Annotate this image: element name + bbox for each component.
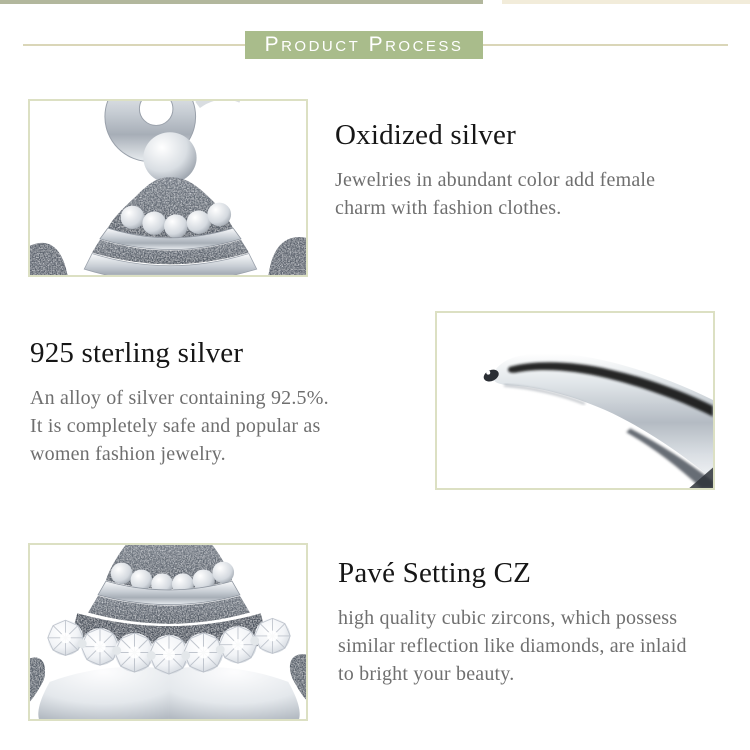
pave-setting-cz-text bbox=[338, 556, 748, 688]
section-body-line: similar reflection like diamonds, are inlaid bbox=[338, 635, 687, 657]
silver-tip-illustration bbox=[437, 313, 713, 488]
section-body-line: high quality cubic zircons, which possess bbox=[338, 607, 678, 629]
section-body-line: to bright your beauty. bbox=[338, 663, 515, 685]
section-heading: Oxidized silver bbox=[335, 119, 516, 151]
section-body-line: Jewelries in abundant color add female bbox=[335, 169, 656, 191]
section-body-line: An alloy of silver containing 92.5%. bbox=[30, 387, 329, 409]
section-body-line: women fashion jewelry. bbox=[30, 443, 226, 465]
sterling-silver-photo bbox=[435, 311, 715, 490]
section-body-line: It is completely safe and popular as bbox=[30, 415, 321, 437]
section-body bbox=[335, 166, 740, 222]
top-accent-line-right bbox=[502, 0, 750, 4]
sterling-silver-text bbox=[30, 336, 435, 468]
page-title: Product Process bbox=[264, 33, 464, 56]
oxidized-silver-photo bbox=[28, 99, 308, 277]
section-body bbox=[338, 604, 748, 688]
cz-band-illustration bbox=[30, 545, 306, 719]
pendant-bail-illustration bbox=[30, 101, 306, 275]
top-accent-line-left bbox=[0, 0, 483, 4]
oxidized-silver-text bbox=[335, 118, 740, 222]
section-body-line: charm with fashion clothes. bbox=[335, 197, 562, 219]
section-body bbox=[30, 384, 435, 468]
section-heading: Pavé Setting CZ bbox=[338, 557, 532, 589]
pave-setting-cz-photo bbox=[28, 543, 308, 721]
section-heading: 925 sterling silver bbox=[30, 337, 244, 369]
section-title-banner bbox=[245, 31, 483, 59]
